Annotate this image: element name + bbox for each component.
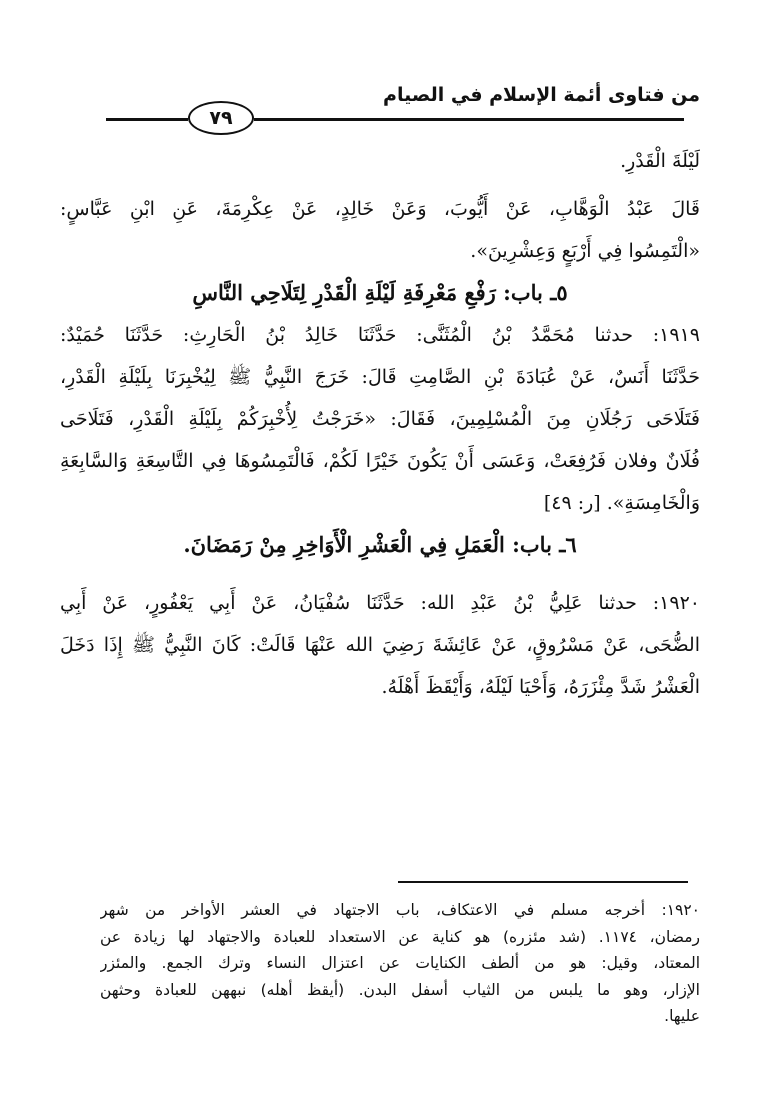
footnote-line: الإزار، وهو ما يلبس من الثياب أسفل البدن. (أيقظ أهله) نبههن للعبادة وحثهن (100, 980, 700, 999)
footnote-line: رمضان، ١١٧٤. (شد مئزره) هو كناية عن الاستعداد للعبادة والاجتهاد لها زيادة عن (100, 927, 700, 946)
page-number-text: ٧٩ (209, 107, 233, 129)
hadith-1920-line: الْعَشْرُ شَدَّ مِئْزَرَهُ، وَأَحْيَا لَيْلَهُ، وَأَيْقَظَ أَهْلَهُ. (381, 676, 700, 698)
header-rule-left (106, 118, 188, 121)
hadith-1920-line: الضُّحَى، عَنْ مَسْرُوقٍ، عَنْ عَائِشَةَ رَضِيَ الله عَنْهَا قَالَتْ: كَانَ النَّبِيُّ ﷺ إِذَا دَخَلَ (60, 634, 700, 656)
header-rule-right (254, 118, 684, 121)
hadith-1919-line: حَدَّثَنَا أَنَسٌ، عَنْ عُبَادَةَ بْنِ الصَّامِتِ قَالَ: خَرَجَ النَّبِيُّ ﷺ لِيُخْبِرَنَا بِلَيْلَةِ الْقَدْرِ، (60, 366, 700, 388)
chapter-heading-6: ٦ـ باب: الْعَمَلِ فِي الْعَشْرِ الْأَوَاخِرِ مِنْ رَمَضَانَ. (183, 532, 577, 557)
footnote-separator (398, 881, 688, 883)
chapter-heading-5: ٥ـ باب: رَفْعِ مَعْرِفَةِ لَيْلَةِ الْقَدْرِ لِتَلَاحِي النَّاسِ (192, 280, 568, 305)
footnote-line: عليها. (664, 1007, 700, 1025)
body-line: لَيْلَةَ الْقَدْرِ. (620, 150, 700, 172)
hadith-1919-line: فَتَلَاحَى رَجُلَانِ مِنَ الْمُسْلِمِينَ، فَقَالَ: «خَرَجْتُ لِأُخْبِرَكُمْ بِلَيْلَةِ الْقَدْرِ، فَتَلَاحَى (60, 408, 700, 430)
footnote-line: المعتاد، وقيل: هو من ألطف الكنايات عن اعتزال النساء وترك الجمع. والمئزر (100, 954, 700, 972)
hadith-1919-line: فُلَانٌ وفلان فَرُفِعَتْ، وَعَسَى أَنْ يَكُونَ خَيْرًا لَكُمْ، فَالْتَمِسُوهَا فِي التَّاسِعَةِ وَالسَّابِعَةِ (60, 450, 700, 472)
hadith-1920-line: ١٩٢٠: حدثنا عَلِيُّ بْنُ عَبْدِ الله: حَدَّثَنَا سُفْيَانُ، عَنْ أَبِي يَعْفُورٍ، عَنْ أَبِي (60, 592, 700, 614)
page-number (188, 101, 254, 135)
running-title: من فتاوى أئمة الإسلام في الصيام (383, 84, 700, 106)
body-line: قَالَ عَبْدُ الْوَهَّابِ، عَنْ أَيُّوبَ، وَعَنْ خَالِدٍ، عَنْ عِكْرِمَةَ، عَنِ ابْنِ عَبَّاسٍ: (60, 198, 700, 220)
body-text (60, 140, 700, 708)
hadith-1919-line: وَالْخَامِسَةِ». [ر: ٤٩] (543, 492, 700, 514)
footnote (100, 897, 700, 1030)
hadith-1919-line: ١٩١٩: حدثنا مُحَمَّدُ بْنُ الْمُثَنَّى: حَدَّثَنَا خَالِدُ بْنُ الْحَارِثِ: حَدَّثَنَا حُمَيْدٌ: (60, 324, 700, 346)
footnote-line: ١٩٢٠: أخرجه مسلم في الاعتكاف، باب الاجتهاد في العشر الأواخر من شهر (100, 901, 700, 919)
body-line: «الْتَمِسُوا فِي أَرْبَعٍ وَعِشْرِينَ». (470, 240, 700, 262)
